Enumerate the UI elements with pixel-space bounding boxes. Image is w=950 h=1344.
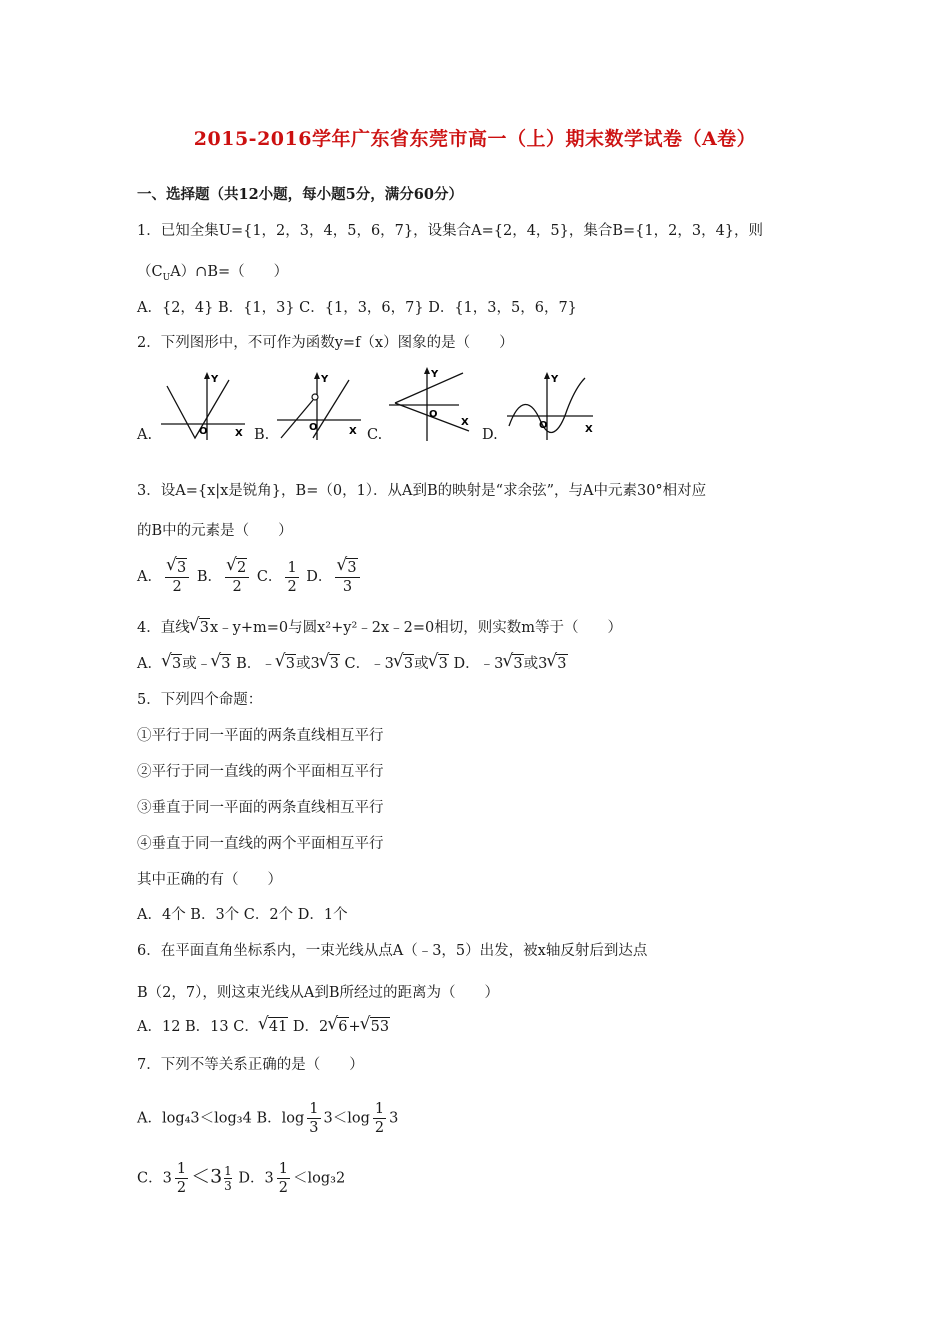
- question-1-options: A．{2，4} B．{1，3} C．{1，3，6，7} D．{1，3，5，6，7}: [137, 300, 577, 316]
- graph-c: [387, 365, 482, 443]
- axis-y-label: Y: [211, 374, 219, 385]
- question-5-stem: 5．下列四个命题：: [137, 692, 263, 708]
- fraction: √ $\frac{3}{2}$: [165, 558, 189, 596]
- axis-y-label: Y: [431, 369, 439, 380]
- question-7-options-cd: C．3 $\frac{1}{2}$ ＜3 $\frac{1}{3}$ D．3 $\frac{1}{2}$ ＜log₃2: [137, 1161, 346, 1196]
- fraction: $\frac{1}{2}$: [374, 1101, 385, 1136]
- axis-y-label: Y: [321, 374, 329, 385]
- axis-y-label: Y: [551, 374, 559, 385]
- question-6-options: A．12 B．13 C．√ 41 D．2√ 6+√ 53: [137, 1017, 390, 1037]
- question-7-options-ab: A．log₄3＜log₃4 B．log $\frac{1}{3}$ 3＜log $\frac{1}{2}$ 3: [137, 1101, 399, 1136]
- question-5-options: A．4个 B．3个 C．2个 D．1个: [137, 907, 348, 923]
- fraction: $\frac{1}{2}$: [287, 559, 297, 595]
- fraction: $\frac{1}{3}$: [309, 1101, 319, 1136]
- axis-x-label: X: [585, 424, 593, 435]
- fraction: $\frac{1}{2}$: [278, 1161, 288, 1196]
- page-title: 2015-2016学年广东省东莞市高一（上）期末数学试卷（A卷）: [193, 128, 757, 150]
- graph-c-label: C.: [367, 427, 383, 443]
- axis-x-label: X: [461, 417, 469, 428]
- graph-d: [505, 370, 600, 442]
- question-7-stem: 7．下列不等关系正确的是（ ）: [137, 1057, 364, 1073]
- graph-b: [275, 370, 365, 442]
- graph-a-label: A.: [137, 427, 153, 443]
- question-3-options: A． √ $\frac{3}{2}$ B． √ $\frac{2}{2}$ C． $\frac{1}{2}$ D． √ $\frac{3}{3}$: [137, 558, 363, 596]
- question-1-stem-cont: $(C_UA)\cap B=$（ ）: [137, 264, 289, 283]
- axis-x-label: X: [349, 426, 357, 437]
- question-1-stem: 1．已知全集U={1，2，3，4，5，6，7}，设集合A={2，4，5}，集合B={1，2，3，4}，则: [137, 223, 764, 239]
- graph-a: [159, 370, 249, 442]
- question-3-stem: 3．设A={x|x是锐角}，B=（0，1）．从A到B的映射是“求余弦”，与A中元素30°相对应: [137, 483, 707, 499]
- question-2-graphs: [137, 365, 617, 450]
- question-6-stem: 6．在平面直角坐标系内，一束光线从点A（﹣3，5）出发，被x轴反射后到达点: [137, 943, 648, 959]
- question-4-stem: 4．直线√ 3x﹣y+m=0与圆x²+y²﹣2x﹣2=0相切，则实数m等于（ ）: [137, 618, 622, 638]
- question-4-options: A．√ 3或﹣√ 3 B．﹣√ 3或3√ 3 C．﹣3√ 3或√ 3 D．﹣3√ 3或3√ 3: [137, 654, 568, 674]
- question-5-ask: 其中正确的有（ ）: [137, 872, 282, 888]
- question-2-stem: 2．下列图形中，不可作为函数y=f（x）图象的是（ ）: [137, 335, 514, 351]
- proposition-4: ④垂直于同一直线的两个平面相互平行: [137, 836, 384, 852]
- fraction: √ $\frac{3}{3}$: [335, 558, 359, 596]
- origin-label: O: [539, 420, 548, 431]
- origin-label: O: [309, 422, 318, 433]
- graph-d-label: D.: [482, 427, 498, 443]
- question-6-stem-cont: B（2，7），则这束光线从A到B所经过的距离为（ ）: [137, 985, 499, 1001]
- graph-b-label: B.: [254, 427, 270, 443]
- proposition-2: ②平行于同一直线的两个平面相互平行: [137, 764, 384, 780]
- proposition-1: ①平行于同一平面的两条直线相互平行: [137, 728, 384, 744]
- fraction: $\frac{1}{2}$: [176, 1161, 187, 1196]
- section-heading: 一、选择题（共12小题，每小题5分，满分60分）: [137, 186, 463, 203]
- proposition-3: ③垂直于同一平面的两条直线相互平行: [137, 800, 384, 816]
- origin-label: O: [429, 409, 438, 420]
- question-3-stem-cont: 的B中的元素是（ ）: [137, 523, 293, 539]
- exponent-fraction: $\frac{1}{3}$: [224, 1164, 232, 1193]
- axis-x-label: X: [235, 428, 243, 439]
- fraction: √ $\frac{2}{2}$: [225, 558, 249, 596]
- origin-label: O: [199, 426, 208, 437]
